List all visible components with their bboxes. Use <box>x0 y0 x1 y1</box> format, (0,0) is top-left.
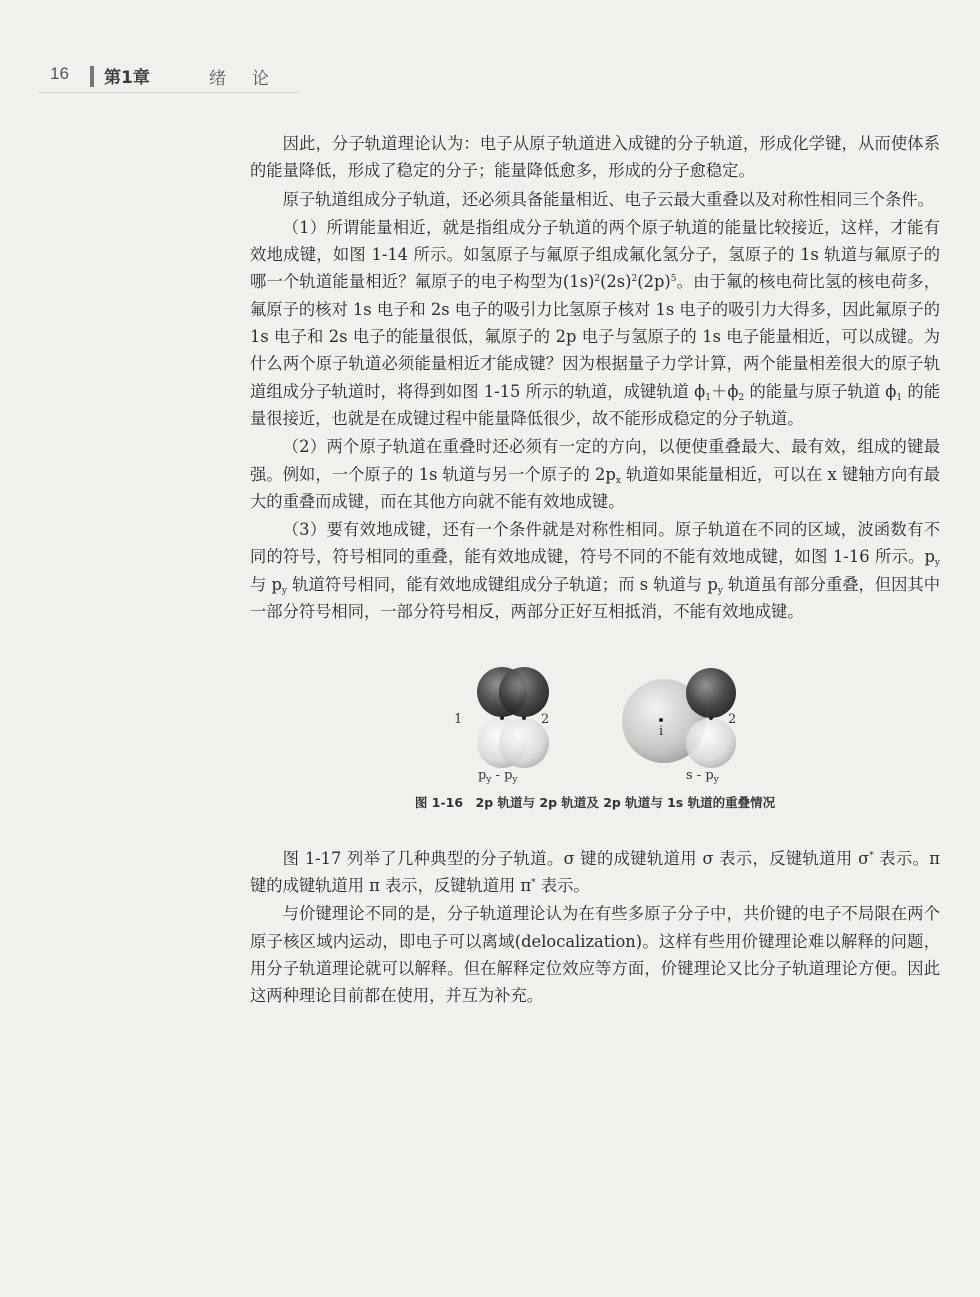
subscript: 1 <box>705 392 711 403</box>
atom-label-2: 2 <box>541 712 550 728</box>
text-run: - p <box>491 768 513 784</box>
nucleus-py <box>709 716 713 720</box>
paragraph-4 <box>250 433 940 515</box>
paragraph-6 <box>250 845 940 900</box>
header-divider-bar <box>90 66 94 87</box>
subfigure-label-s-py <box>686 762 719 789</box>
figure-caption: 图 1-16 2p 轨道与 2p 轨道及 2p 轨道与 1s 轨道的重叠情况 <box>414 795 776 811</box>
atom-label-1: 1 <box>454 712 463 728</box>
atom-label-i: i <box>659 724 664 740</box>
text-run: (2s) <box>600 272 632 292</box>
subscript: y <box>713 775 719 786</box>
chapter-name: 绪论 <box>209 69 295 89</box>
text-run: p <box>478 768 487 784</box>
text-run: 表示。 <box>535 875 590 895</box>
subscript: 1 <box>896 392 903 403</box>
orbital-diagram <box>250 647 940 782</box>
page-number: 16 <box>50 64 69 83</box>
atom-label-2b: 2 <box>728 712 737 728</box>
subscript: x <box>615 475 621 486</box>
chapter-number: 第1章 <box>104 68 150 88</box>
text-run: 。由于氟的核电荷比氢的核电荷多，氟原子的核对 1s 电子和 2s 电子的吸引力比氢原子核对 1s 电子的吸引力大得多，因此氟原子的 1s 电子和 2s 电子的能量很低，氟原子的 2p 电子与氢原子的 1s 电子能量相近，可以成键。为什么两个原子轨道必须能量相近才能成键？因为根据量子力学计算，两个能量相差很大的原子轨道组成分子轨道时，将得到如图 1-15 所示的轨道，成键轨道 ϕ <box>250 272 940 401</box>
paragraph-7: 与价键理论不同的是，分子轨道理论认为在有些多原子分子中，共价键的电子不局限在两个原子核区域内运动，即电子可以离域(delocalization)。这样有些用价键理论难以解释的问题，用分子轨道理论就可以解释。但在解释定位效应等方面，价键理论又比分子轨道理论方便。因此这两种理论目前都在使用，并互为补充。 <box>250 904 940 1006</box>
text-run: 图 1-17 列举了几种典型的分子轨道。σ 键的成键轨道用 σ 表示，反键轨道用 σ <box>282 848 870 868</box>
page-header <box>38 62 300 93</box>
paragraph-3 <box>250 214 940 432</box>
paragraph-2: 原子轨道组成分子轨道，还必须具备能量相近、电子云最大重叠以及对称性相同三个条件。 <box>282 189 934 209</box>
text-run: （1）所谓能量相近，就是指组成分子轨道的两个原子轨道的能量比较接近，这样，才能有效地成键，如图 1-14 所示。如氢原子与氟原子组成氟化氢分子，氢原子的 1s 轨道与氟原子的哪一个轨道能量相近？氟原子的电子构型为(1s) <box>250 217 940 292</box>
page-body <box>250 130 940 1009</box>
subscript: y <box>486 775 492 786</box>
text-run: 与 p <box>250 574 282 594</box>
text-run: 轨道虽有部分重叠，但因其中一部分符号相同，一部分符号相反，两部分正好互相抵消，不能有效地成键。 <box>250 574 940 622</box>
nucleus-2 <box>522 716 526 720</box>
text-run: （3）要有效地成键，还有一个条件就是对称性相同。原子轨道在不同的区域，波函数有不同的符号，符号相同的重叠，能有效地成键，符号不同的不能有效地成键，如图 1-16 所示。p <box>250 520 940 567</box>
text-run: 表示。π 键的成键轨道用 π 表示，反键轨道用 π <box>250 848 940 895</box>
superscript: 2 <box>594 274 601 285</box>
text-run: （2）两个原子轨道在重叠时还必须有一定的方向，以便使重叠最大、最有效，组成的键最强。例如，一个原子的 1s 轨道与另一个原子的 2p <box>250 437 940 484</box>
paragraph-1: 因此，分子轨道理论认为：电子从原子轨道进入成键的分子轨道，形成化学键，从而使体系的能量降低，形成了稳定的分子；能量降低愈多，形成的分子愈稳定。 <box>250 134 940 181</box>
subscript: 2 <box>738 392 745 403</box>
text-run: 的能量很接近，也就是在成键过程中能量降低很少，故不能形成稳定的分子轨道。 <box>250 381 940 428</box>
subscript: y <box>512 775 518 786</box>
text-run: 轨道如果能量相近，可以在 x 键轴方向有最大的重叠而成键，而在其他方向就不能有效地成键。 <box>250 464 940 511</box>
text-run: 轨道符号相同，能有效地成键组成分子轨道；而 s 轨道与 p <box>287 574 718 594</box>
text-run: s - p <box>686 768 714 784</box>
orbital-overlap-figure <box>250 647 940 786</box>
superscript: 2 <box>631 274 638 285</box>
text-run: (2p) <box>637 272 671 292</box>
nucleus-1 <box>500 716 504 720</box>
superscript: * <box>869 850 874 861</box>
text-run: 的能量与原子轨道 ϕ <box>744 381 897 401</box>
paragraph-5 <box>250 516 940 625</box>
text-run: ＋ϕ <box>711 381 739 401</box>
superscript: 5 <box>670 274 677 285</box>
subscript: y <box>717 585 723 596</box>
subfigure-label-py-py <box>478 762 518 789</box>
superscript: * <box>531 877 536 888</box>
py-py-overlap <box>477 667 549 768</box>
s-py-overlap <box>622 668 736 768</box>
subscript: y <box>934 558 940 569</box>
subscript: y <box>281 585 288 596</box>
